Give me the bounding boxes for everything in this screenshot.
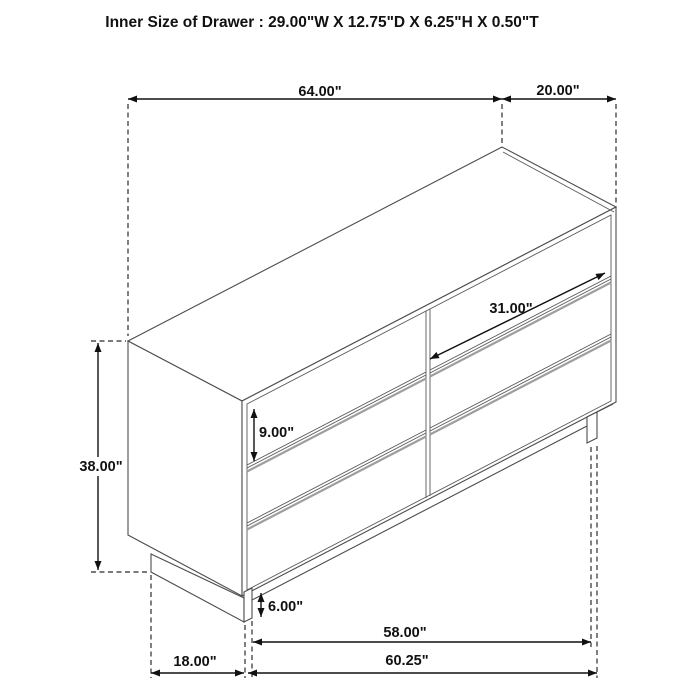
base-height-label: 6.00": [268, 599, 304, 615]
inner-base-width-label: 58.00": [383, 625, 427, 641]
dresser-drawing: [128, 147, 616, 622]
overall-depth-label: 20.00": [536, 83, 580, 99]
drawer-front-height-label: 9.00": [259, 425, 295, 441]
overall-height-label: 38.00": [79, 459, 123, 475]
front-left-leg: [244, 588, 252, 622]
drawer-width-label: 31.00": [489, 301, 533, 317]
diagram-title: Inner Size of Drawer : 29.00"W X 12.75"D X 6.25"H X 0.50"T: [105, 14, 539, 31]
overall-width-label: 64.00": [298, 84, 342, 100]
outer-base-width-label: 60.25": [385, 653, 429, 669]
base-depth-label: 18.00": [173, 654, 217, 670]
front-right-leg: [587, 412, 597, 443]
